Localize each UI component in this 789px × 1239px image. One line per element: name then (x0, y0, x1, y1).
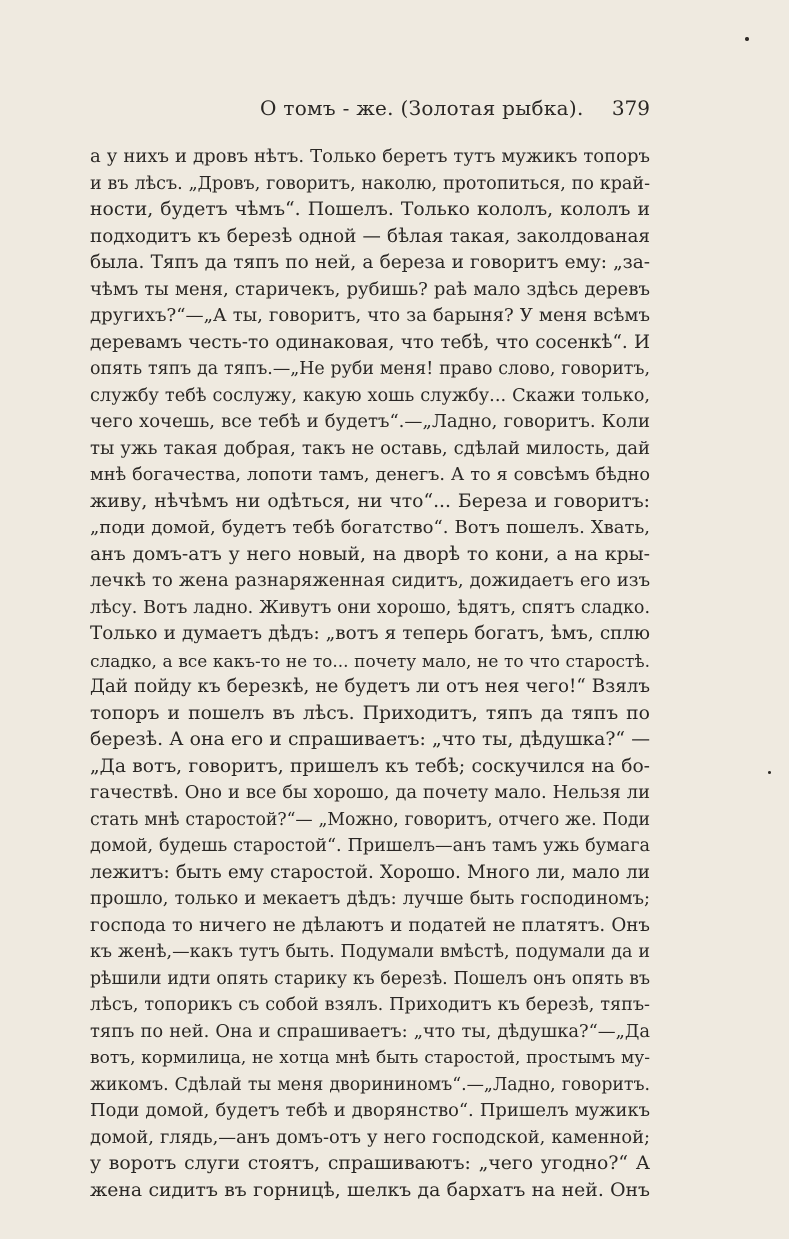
ink-speck (768, 771, 771, 774)
text-line: топоръ и пошелъ въ лѣсъ. Приходитъ, тяпъ да тяпъ по (90, 702, 650, 724)
text-line: домой, глядь,—анъ домъ-отъ у него господской, каменной; (90, 1126, 650, 1148)
running-title: О томъ - же. (Золотая рыбка). (260, 96, 584, 120)
text-line: другихъ?“—„А ты, говоритъ, что за барыня? У меня всѣмъ (90, 305, 650, 326)
text-line: живу, нѣчѣмъ ни одѣться, ни что“... Береза и говоритъ: (90, 490, 650, 512)
text-line: сладко, а все какъ-то не то... почету мало, не то что старостѣ. (90, 650, 650, 671)
page-header (90, 96, 650, 126)
text-line: лежитъ: быть ему старостой. Хорошо. Много ли, мало ли (90, 861, 650, 883)
text-line: тяпъ по ней. Она и спрашиваетъ: „что ты, дѣдушка?“—„Да (90, 1020, 650, 1042)
text-line: домой, будешь старостой“. Пришелъ—анъ тамъ ужь бумага (90, 836, 650, 856)
text-line: „поди домой, будетъ тебѣ богатство“. Вотъ пошелъ. Хвать, (90, 517, 650, 538)
text-line: мнѣ богачества, лопоти тамъ, денегъ. А то я совсѣмъ бѣдно (90, 465, 650, 485)
text-line: анъ домъ-атъ у него новый, на дворѣ то кони, а на кры- (90, 543, 650, 565)
text-line: Дай пойду къ березкѣ, не будетъ ли отъ нея чего!“ Взялъ (90, 676, 650, 697)
text-line: „Да вотъ, говоритъ, пришелъ къ тебѣ; соскучился на бо- (90, 755, 650, 777)
text-line: и въ лѣсъ. „Дровъ, говоритъ, наколю, протопиться, по край- (90, 173, 650, 194)
ink-speck (745, 37, 749, 41)
text-line: чѣмъ ты меня, старичекъ, рубишь? раѣ мало здѣсь деревъ (90, 278, 650, 300)
text-line: стать мнѣ старостой?“— „Можно, говоритъ, отчего же. Поди (90, 809, 650, 830)
text-line: господа то ничего не дѣлаютъ и податей не платятъ. Онъ (90, 914, 650, 936)
page-number: 379 (611, 96, 650, 120)
text-line: рѣшили идти опять старику къ березѣ. Пошелъ онъ опять въ (90, 968, 650, 989)
text-line: подходитъ къ березѣ одной — бѣлая такая, заколдованая (90, 225, 650, 247)
text-line: деревамъ честь-то одинаковая, что тебѣ, что сосенкѣ“. И (90, 331, 650, 353)
text-line: Только и думаетъ дѣдъ: „вотъ я теперь богатъ, ѣмъ, сплю (90, 623, 650, 644)
text-line: Поди домой, будетъ тебѣ и дворянство“. Пришелъ мужикъ (90, 1100, 650, 1121)
text-line: вотъ, кормилица, не хотца мнѣ быть старостой, простымъ му- (90, 1048, 650, 1068)
text-line: ности, будетъ чѣмъ“. Пошелъ. Только кололъ, кололъ и (90, 199, 650, 220)
text-line: чего хочешь, все тебѣ и будетъ“.—„Ладно, говоритъ. Коли (90, 411, 650, 432)
text-line: къ женѣ,—какъ тутъ быть. Подумали вмѣстѣ, подумали да и (90, 942, 650, 962)
text-line: прошло, только и мекаетъ дѣдъ: лучше быть господиномъ; (90, 888, 650, 909)
text-line: жикомъ. Сдѣлай ты меня дворининомъ“.—„Ладно, говоритъ. (90, 1074, 650, 1095)
text-line: жена сидитъ въ горницѣ, шелкъ да бархатъ на ней. Онъ (90, 1179, 650, 1201)
text-line: лѣсу. Вотъ ладно. Живутъ они хорошо, ѣдятъ, спятъ сладко. (90, 597, 650, 618)
text-line: лѣсъ, топорикъ съ собой взялъ. Приходитъ къ березѣ, тяпъ- (90, 995, 650, 1015)
text-line: лечкѣ то жена разнаряженная сидитъ, дожидаетъ его изъ (90, 570, 650, 591)
text-line: березѣ. А она его и спрашиваетъ: „что ты, дѣдушка?“ — (90, 729, 650, 750)
body-text (90, 144, 650, 1204)
text-line: у воротъ слуги стоятъ, спрашиваютъ: „чего угодно?“ А (90, 1153, 650, 1174)
text-line: была. Тяпъ да тяпъ по ней, а береза и говоритъ ему: „за- (90, 252, 650, 273)
text-line: а у нихъ и дровъ нѣтъ. Только беретъ тутъ мужикъ топоръ (90, 146, 650, 167)
text-line: службу тебѣ сослужу, какую хошь службу... Скажи только, (90, 385, 650, 406)
text-line: ты ужь такая добрая, такъ не оставь, сдѣлай милость, дай (90, 437, 650, 459)
text-line: гачествѣ. Оно и все бы хорошо, да почету мало. Нельзя ли (90, 782, 650, 803)
text-line: опять тяпъ да тяпъ.—„Не руби меня! право слово, говоритъ, (90, 359, 650, 379)
